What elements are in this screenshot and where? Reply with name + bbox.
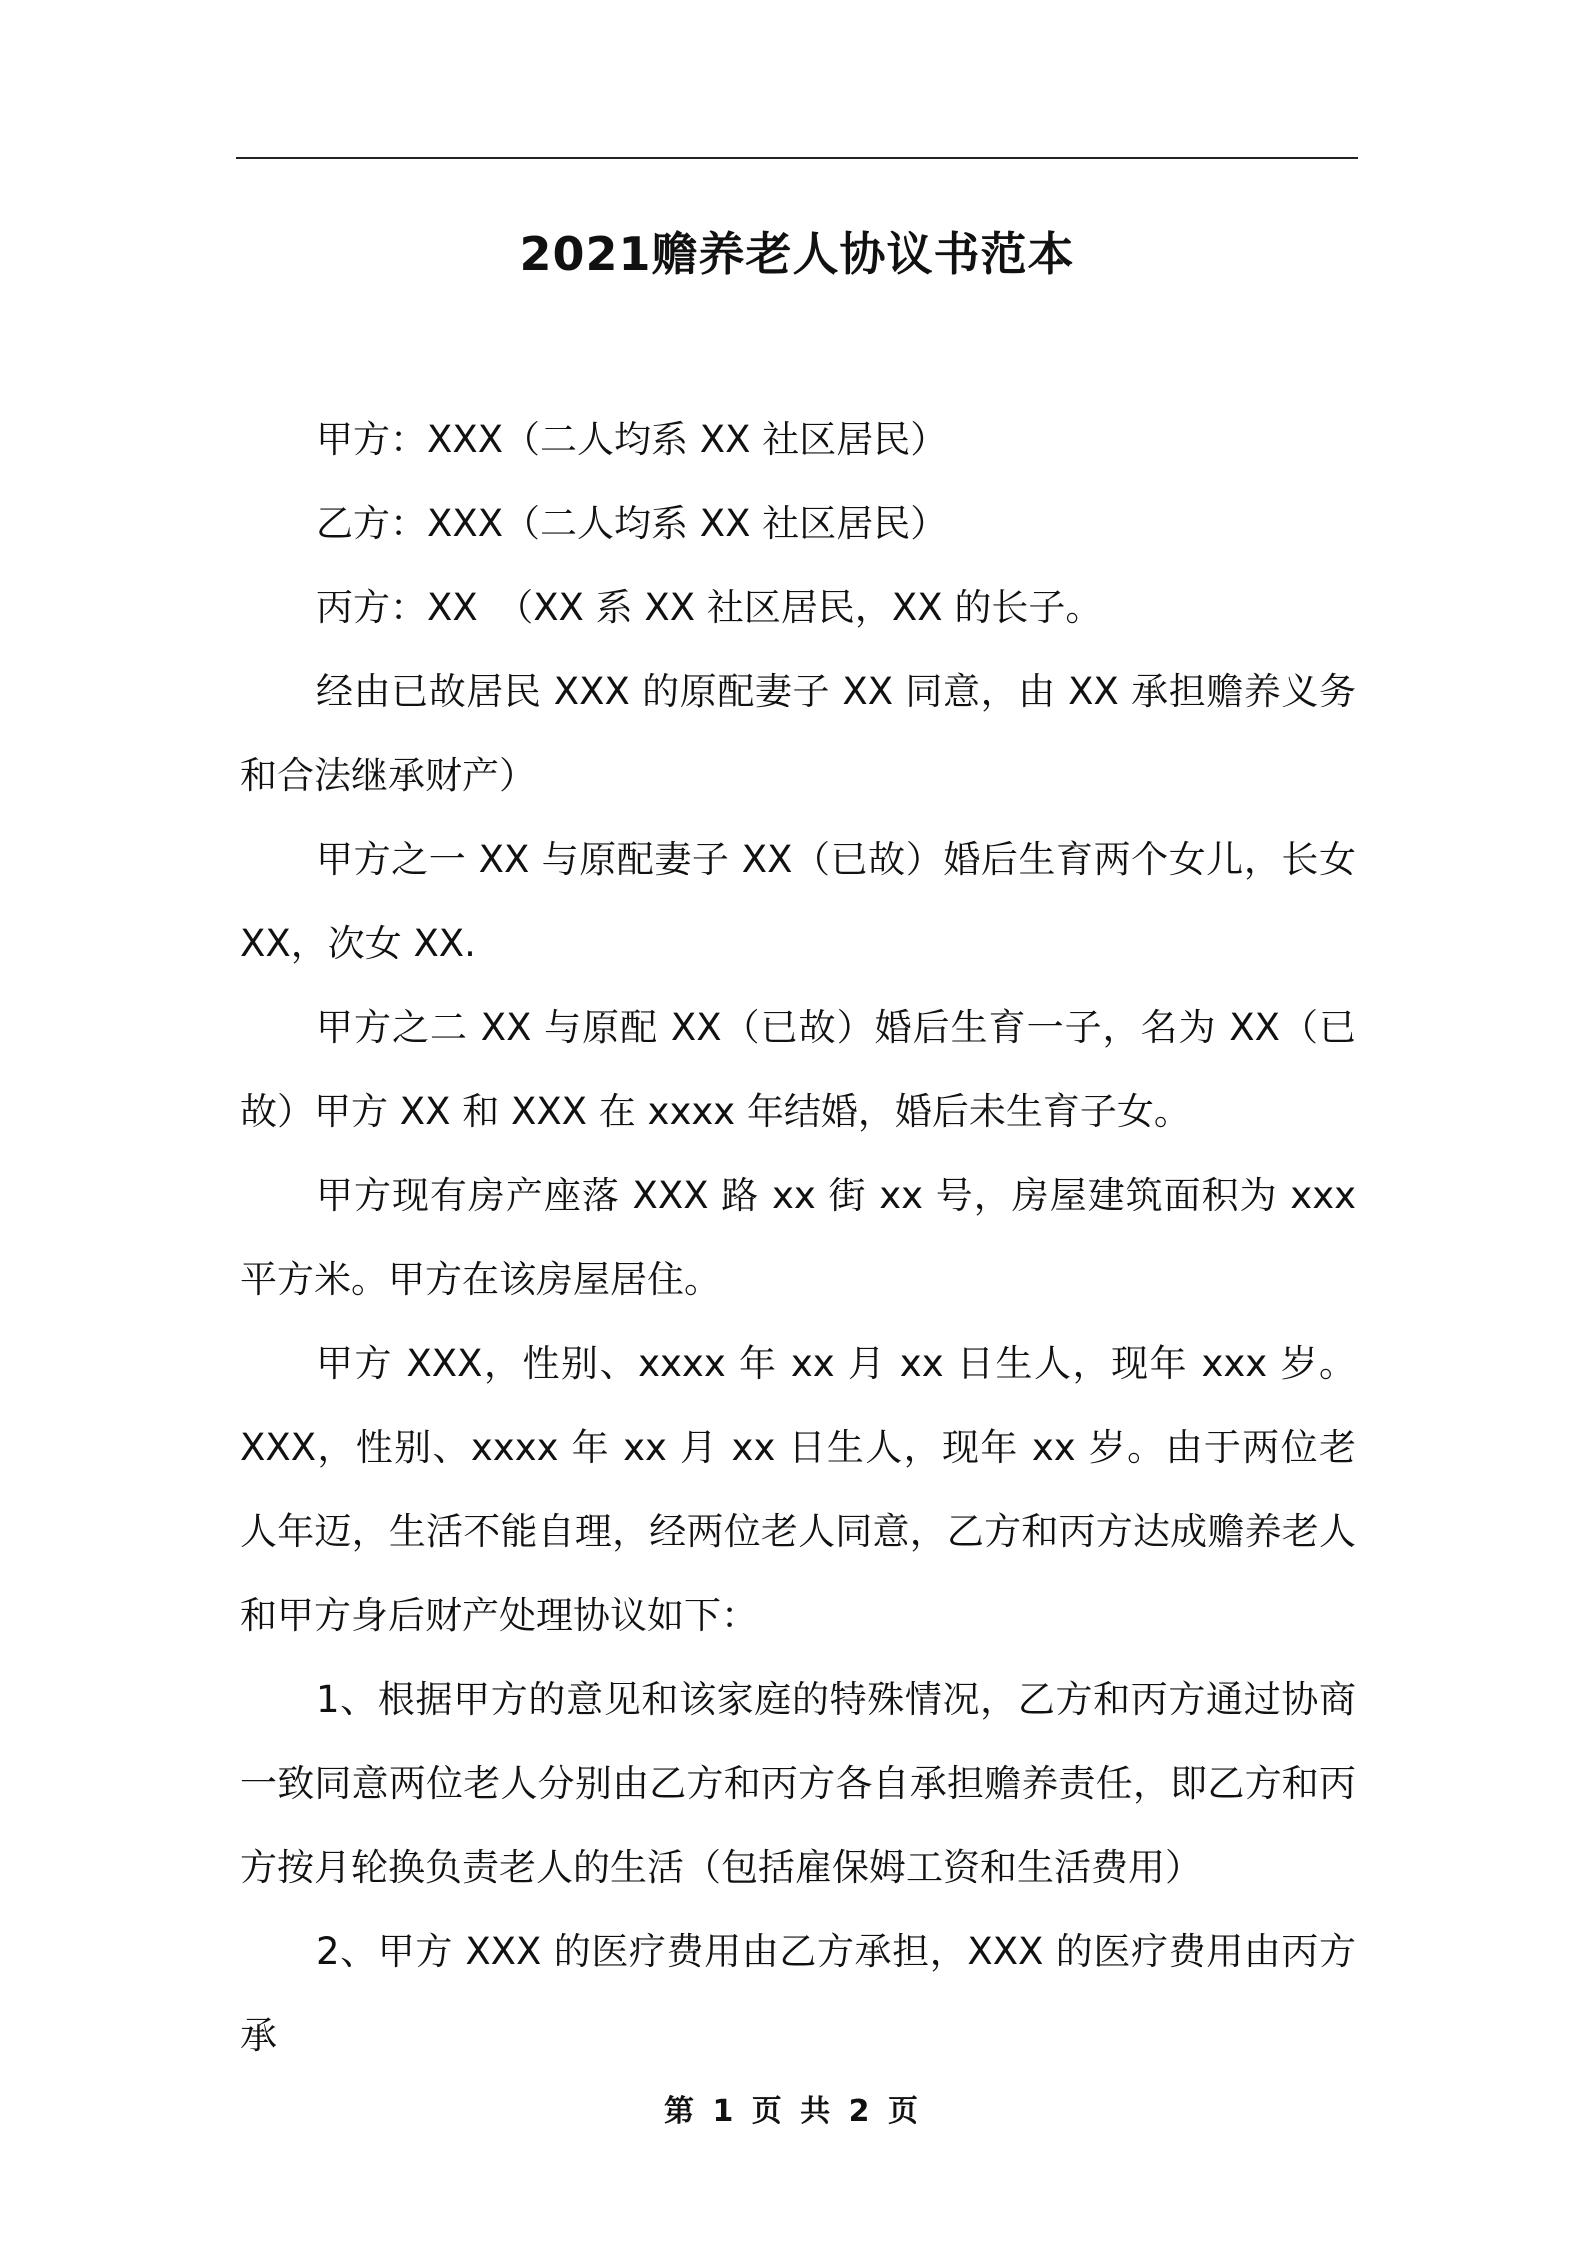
clause-1-paragraph: 1、根据甲方的意见和该家庭的特殊情况，乙方和丙方通过协商一致同意两位老人分别由乙方和丙方各自承担赡养责任，即乙方和丙方按月轮换负责老人的生活（包括雇保姆工资和生活费用）: [240, 1678, 1356, 1889]
consent-paragraph: 经由已故居民 XXX 的原配妻子 XX 同意，由 XX 承担赡养义务和合法继承财产）: [240, 670, 1356, 797]
party-a-two-family-paragraph: 甲方之二 XX 与原配 XX（已故）婚后生育一子，名为 XX（已故）甲方 XX 和 XXX 在 xxxx 年结婚，婚后未生育子女。: [240, 1006, 1356, 1133]
party-a-line: 甲方：XXX（二人均系 XX 社区居民）: [316, 418, 948, 461]
property-paragraph: 甲方现有房产座落 XXX 路 xx 街 xx 号，房屋建筑面积为 xxx 平方米。甲方在该房屋居住。: [240, 1174, 1356, 1301]
party-b-line: 乙方：XXX（二人均系 XX 社区居民）: [316, 502, 948, 545]
elders-info-paragraph: 甲方 XXX，性别、xxxx 年 xx 月 xx 日生人，现年 xxx 岁。XXX，性别、xxxx 年 xx 月 xx 日生人，现年 xx 岁。由于两位老人年迈，生活不能自理，经两位老人同意，乙方和丙方达成赡养老人和甲方身后财产处理协议如下：: [240, 1342, 1356, 1637]
party-a-one-family-paragraph: 甲方之一 XX 与原配妻子 XX（已故）婚后生育两个女儿，长女 XX，次女 XX.: [240, 838, 1356, 965]
party-c-line: 丙方：XX （XX 系 XX 社区居民，XX 的长子。: [316, 586, 1103, 629]
document-body: [240, 398, 1356, 2078]
clause-2-paragraph: 2、甲方 XXX 的医疗费用由乙方承担，XXX 的医疗费用由丙方承: [240, 1930, 1356, 2057]
header-rule: [236, 157, 1358, 159]
page-number-footer: 第 1 页 共 2 页: [664, 2094, 922, 2129]
document-title: 2021赡养老人协议书范本: [519, 227, 1075, 281]
